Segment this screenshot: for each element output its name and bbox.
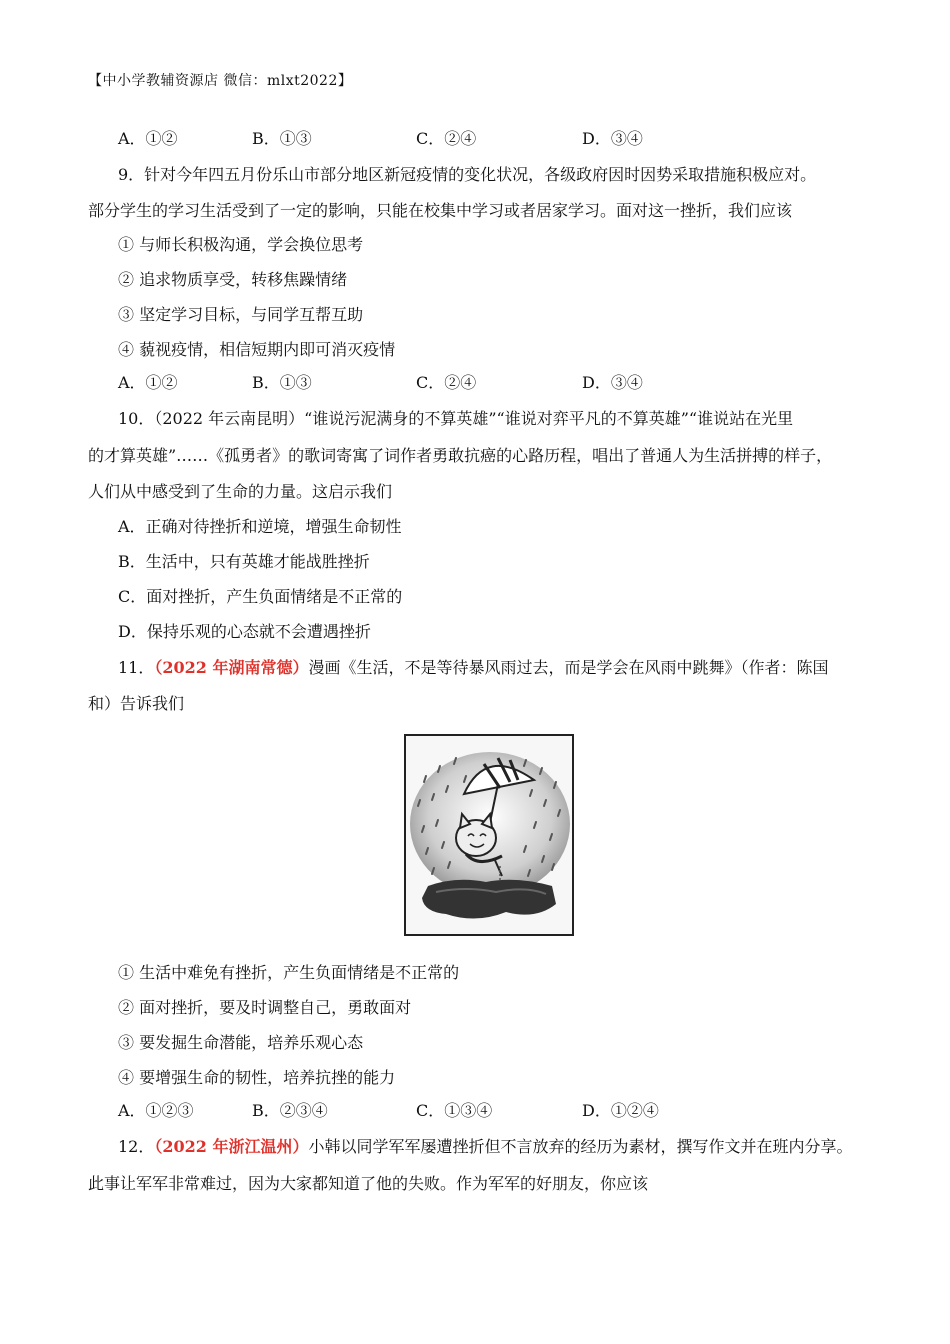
q8-option-c: C．②④ — [416, 129, 477, 148]
q11-stem-line2: 和）告诉我们 — [88, 694, 185, 713]
q8-option-d: D．③④ — [582, 129, 643, 148]
q10-stem-line3: 人们从中感受到了生命的力量。这启示我们 — [88, 482, 393, 501]
q12-source: （2022 年浙江温州） — [154, 1137, 309, 1156]
q11-option-b: B．②③④ — [252, 1101, 328, 1120]
q11-number: 11． — [118, 658, 155, 677]
q12-stem-line1 — [118, 1136, 853, 1158]
q10-option-c: C．面对挫折，产生负面情绪是不正常的 — [118, 587, 403, 606]
q11-item-4: ④ 要增强生命的韧性，培养抗挫的能力 — [118, 1068, 396, 1087]
page-header: 【中小学教辅资源店 微信：mlxt2022】 — [88, 73, 353, 89]
q11-item-2: ② 面对挫折，要及时调整自己，勇敢面对 — [118, 998, 412, 1017]
comic-cat-umbrella-rain — [406, 736, 572, 934]
q8-option-b: B．①③ — [252, 129, 312, 148]
q9-option-a: A．①② — [118, 373, 178, 392]
q9-option-d: D．③④ — [582, 373, 643, 392]
q12-number: 12． — [118, 1137, 155, 1156]
q10-option-b: B．生活中，只有英雄才能战胜挫折 — [118, 552, 370, 571]
q9-option-c: C．②④ — [416, 373, 477, 392]
comic-illustration — [404, 734, 574, 936]
q9-item-1: ① 与师长积极沟通，学会换位思考 — [118, 235, 364, 254]
q10-option-d: D．保持乐观的心态就不会遭遇挫折 — [118, 622, 371, 641]
q11-item-1: ① 生活中难免有挫折，产生负面情绪是不正常的 — [118, 963, 460, 982]
q9-item-4: ④ 藐视疫情，相信短期内即可消灭疫情 — [118, 340, 396, 359]
q11-option-d: D．①②④ — [582, 1101, 659, 1120]
q9-option-b: B．①③ — [252, 373, 312, 392]
q9-stem-line2: 部分学生的学习生活受到了一定的影响，只能在校集中学习或者居家学习。面对这一挫折，我们应该 — [88, 201, 793, 220]
q10-option-a: A．正确对待挫折和逆境，增强生命韧性 — [118, 517, 402, 536]
q11-stem-line1 — [118, 657, 829, 679]
q9-item-3: ③ 坚定学习目标，与同学互帮互助 — [118, 305, 364, 324]
q10-stem-line1: 10．（2022 年云南昆明）“谁说污泥满身的不算英雄”“谁说对弈平凡的不算英雄”“谁说站在光里 — [118, 409, 794, 428]
q8-option-a: A．①② — [118, 129, 178, 148]
q11-source: （2022 年湖南常德） — [154, 658, 309, 677]
q9-item-2: ② 追求物质享受，转移焦躁情绪 — [118, 270, 348, 289]
q11-stem-text: 漫画《生活，不是等待暴风雨过去，而是学会在风雨中跳舞》（作者：陈国 — [308, 658, 829, 677]
q9-stem-line1: 9．针对今年四五月份乐山市部分地区新冠疫情的变化状况，各级政府因时因势采取措施积极应对。 — [118, 165, 817, 184]
q12-stem-line2: 此事让军军非常难过，因为大家都知道了他的失败。作为军军的好朋友，你应该 — [88, 1174, 649, 1193]
q11-option-a: A．①②③ — [118, 1101, 194, 1120]
q11-option-c: C．①③④ — [416, 1101, 493, 1120]
q11-item-3: ③ 要发掘生命潜能，培养乐观心态 — [118, 1033, 364, 1052]
q12-stem-text: 小韩以同学军军屡遭挫折但不言放弃的经历为素材，撰写作文并在班内分享。 — [308, 1137, 853, 1156]
q10-stem-line2: 的才算英雄”……《孤勇者》的歌词寄寓了词作者勇敢抗癌的心路历程，唱出了普通人为生活拼搏的样子， — [88, 446, 833, 465]
